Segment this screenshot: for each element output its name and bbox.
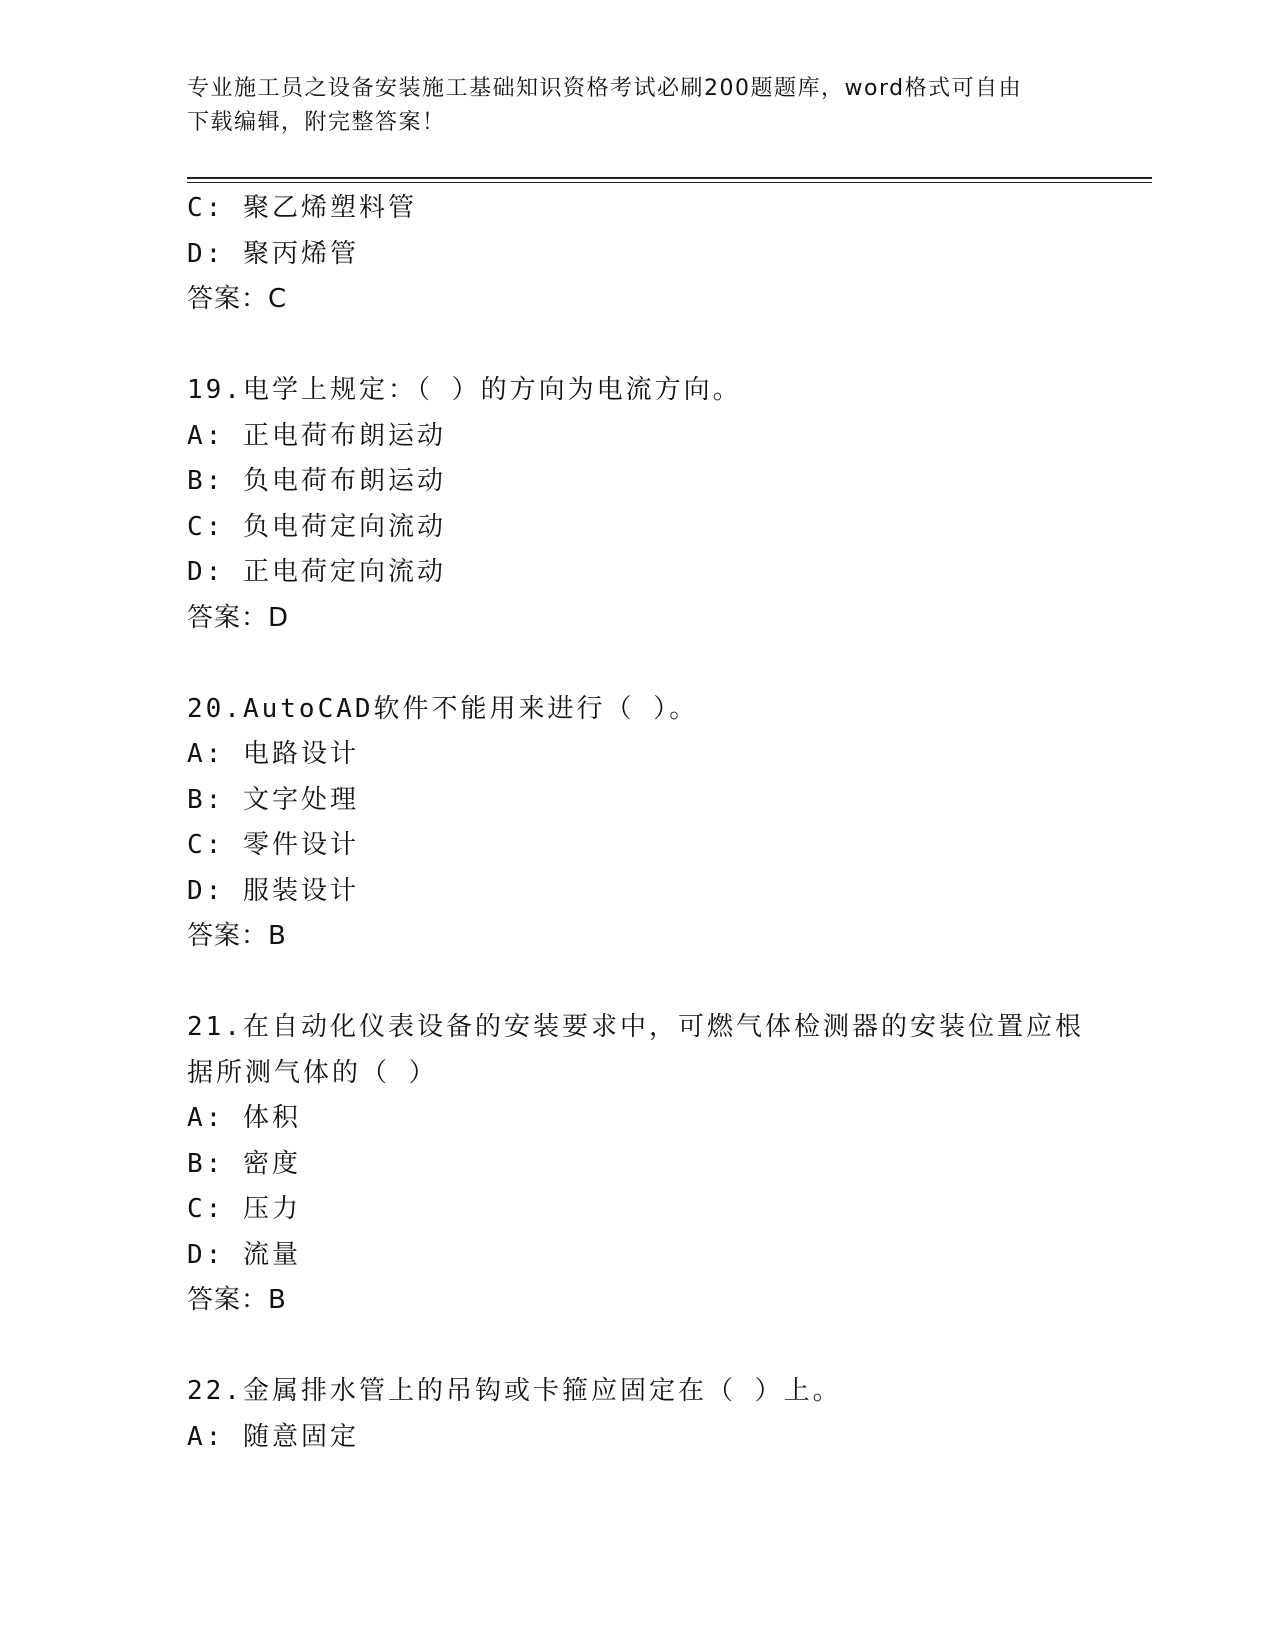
option-label: A: bbox=[187, 1421, 225, 1452]
header-divider-thin bbox=[187, 182, 1152, 183]
option-text: 负电荷布朗运动 bbox=[242, 466, 446, 496]
question-stem bbox=[187, 1005, 1087, 1051]
option-text: 压力 bbox=[242, 1194, 301, 1224]
option-label: A: bbox=[187, 739, 225, 769]
option-label: C: bbox=[187, 193, 225, 223]
option-row bbox=[187, 414, 1087, 460]
answer-label: 答案： bbox=[187, 284, 269, 314]
option-label: D: bbox=[187, 557, 225, 587]
answer-row bbox=[187, 596, 1087, 642]
question-number: 22. bbox=[187, 1376, 243, 1406]
option-row bbox=[187, 505, 1087, 551]
option-row bbox=[187, 1096, 1087, 1142]
option-label: B: bbox=[187, 784, 225, 815]
question-list bbox=[187, 186, 1087, 1460]
question-stem bbox=[187, 368, 1087, 414]
answer-label: 答案： bbox=[187, 921, 269, 951]
option-text: 服装设计 bbox=[242, 875, 359, 906]
option-row bbox=[187, 1415, 1087, 1461]
option-row bbox=[187, 550, 1087, 596]
question-block-22 bbox=[187, 1369, 1087, 1460]
option-text: 随意固定 bbox=[242, 1421, 359, 1452]
spacer bbox=[187, 960, 1087, 1006]
question-number: 19. bbox=[187, 375, 243, 405]
header-divider-thick bbox=[187, 177, 1152, 179]
option-row bbox=[187, 732, 1087, 778]
option-label: D: bbox=[187, 875, 225, 906]
option-text: 密度 bbox=[242, 1148, 301, 1179]
question-stem bbox=[187, 1369, 1087, 1415]
option-text: 聚丙烯管 bbox=[242, 238, 359, 269]
option-label: A: bbox=[187, 420, 225, 451]
option-row bbox=[187, 823, 1087, 869]
option-label: C: bbox=[187, 1194, 225, 1224]
spacer bbox=[187, 323, 1087, 369]
question-block-carry-over bbox=[187, 186, 1087, 323]
question-block-19 bbox=[187, 368, 1087, 641]
option-text: 体积 bbox=[242, 1103, 301, 1133]
option-row bbox=[187, 186, 1087, 232]
answer-value: D bbox=[268, 602, 290, 633]
answer-value: B bbox=[268, 1285, 287, 1315]
question-stem-continued: 据所测气体的（ ） bbox=[187, 1057, 438, 1088]
option-label: D: bbox=[187, 1239, 225, 1270]
spacer bbox=[187, 1324, 1087, 1370]
option-text: 聚乙烯塑料管 bbox=[242, 193, 417, 223]
option-text: 负电荷定向流动 bbox=[242, 511, 446, 542]
option-text: 电路设计 bbox=[242, 739, 359, 769]
option-label: C: bbox=[187, 830, 225, 860]
option-row bbox=[187, 459, 1087, 505]
option-label: D: bbox=[187, 238, 225, 269]
option-row bbox=[187, 232, 1087, 278]
question-block-21 bbox=[187, 1005, 1087, 1324]
header-line-1: 专业施工员之设备安装施工基础知识资格考试必刷200题题库，word格式可自由 bbox=[187, 76, 1023, 101]
answer-row bbox=[187, 914, 1087, 960]
option-text: 正电荷布朗运动 bbox=[242, 420, 446, 451]
header-line-2: 下载编辑，附完整答案！ bbox=[187, 110, 446, 135]
option-row bbox=[187, 1233, 1087, 1279]
question-number: 21. bbox=[187, 1012, 243, 1042]
answer-row bbox=[187, 1278, 1087, 1324]
question-text: 金属排水管上的吊钩或卡箍应固定在（ ）上。 bbox=[242, 1376, 842, 1406]
option-label: B: bbox=[187, 1148, 225, 1179]
question-text: 电学上规定：（ ）的方向为电流方向。 bbox=[242, 375, 742, 405]
option-text: 正电荷定向流动 bbox=[242, 557, 446, 587]
question-text: 在自动化仪表设备的安装要求中，可燃气体检测器的安装位置应根 bbox=[242, 1012, 1084, 1042]
option-text: 文字处理 bbox=[242, 784, 359, 815]
option-label: C: bbox=[187, 511, 225, 542]
answer-row bbox=[187, 277, 1087, 323]
question-text: AutoCAD软件不能用来进行（ ）。 bbox=[242, 693, 699, 724]
question-block-20 bbox=[187, 687, 1087, 960]
answer-value: B bbox=[268, 921, 287, 951]
option-row bbox=[187, 1142, 1087, 1188]
option-text: 流量 bbox=[242, 1239, 301, 1270]
question-stem bbox=[187, 687, 1087, 733]
answer-label: 答案： bbox=[187, 1285, 269, 1315]
answer-value: C bbox=[268, 284, 288, 314]
option-label: A: bbox=[187, 1103, 225, 1133]
answer-label: 答案： bbox=[187, 602, 269, 633]
option-row bbox=[187, 869, 1087, 915]
option-row bbox=[187, 1187, 1087, 1233]
question-number: 20. bbox=[187, 693, 243, 724]
option-label: B: bbox=[187, 466, 225, 496]
option-text: 零件设计 bbox=[242, 830, 359, 860]
option-row bbox=[187, 778, 1087, 824]
document-header bbox=[187, 72, 1087, 140]
spacer bbox=[187, 641, 1087, 687]
